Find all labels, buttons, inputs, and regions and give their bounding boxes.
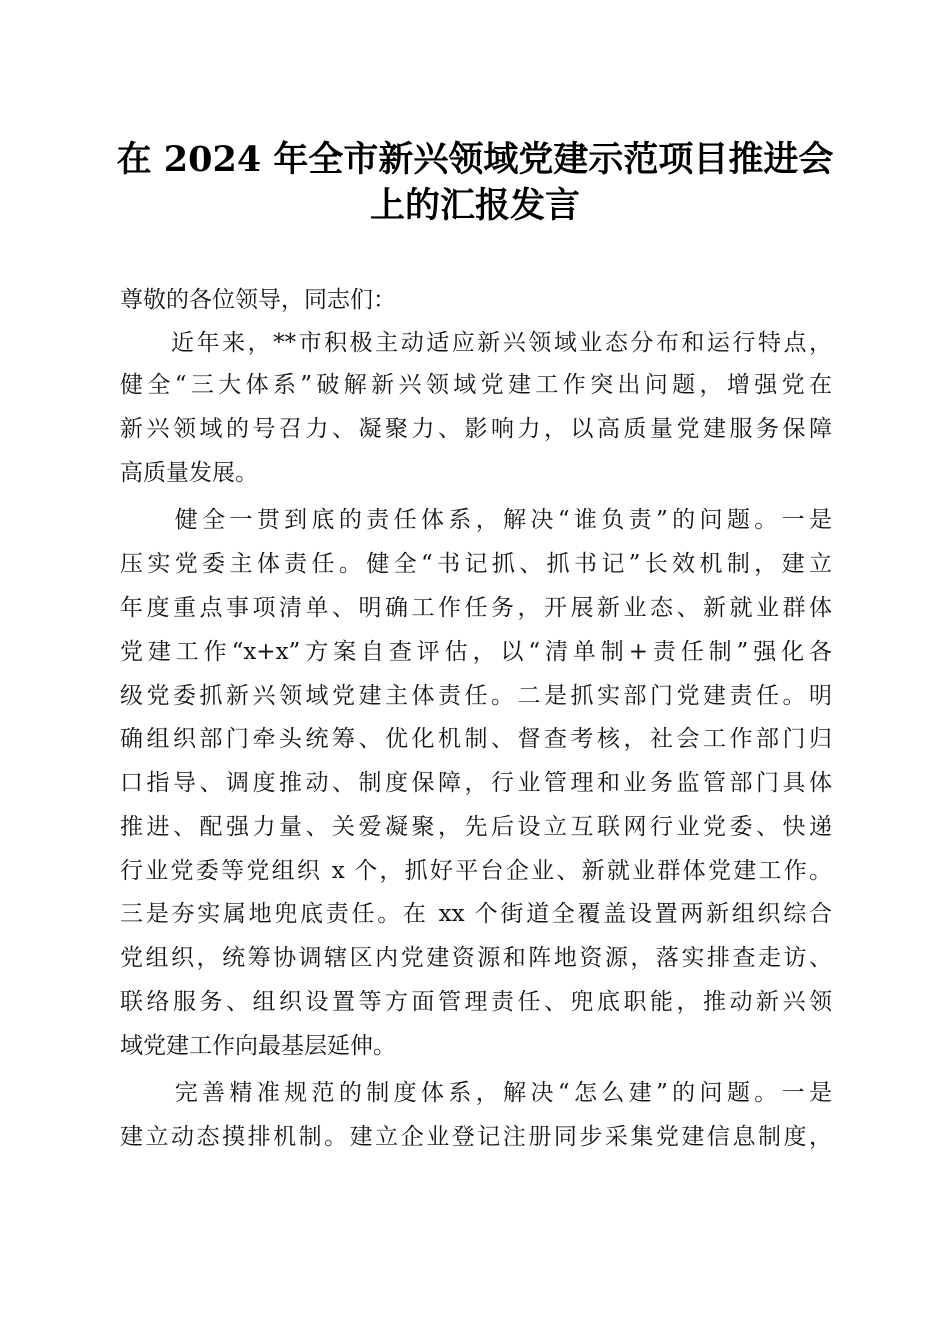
body-line: 确组织部门牵头统筹、优化机制、督查考核，社会工作部门归 — [120, 726, 832, 752]
body-line: 健全一贯到底的责任体系，解决“谁负责”的问题。一是 — [120, 507, 832, 533]
body-line: 联络服务、组织设置等方面管理责任、兜底职能，推动新兴领 — [120, 989, 832, 1015]
body-line: 党建工作“x+x”方案自查评估，以“清单制+责任制”强化各 — [120, 639, 832, 665]
body-line: 健全“三大体系”破解新兴领域党建工作突出问题，增强党在 — [120, 372, 832, 398]
body-line: 压实党委主体责任。健全“书记抓、抓书记”长效机制，建立 — [120, 551, 832, 577]
body-line: 年度重点事项清单、明确工作任务，开展新业态、新就业群体 — [120, 595, 832, 621]
body-line: 高质量发展。 — [120, 460, 258, 486]
body-line: 新兴领域的号召力、凝聚力、影响力，以高质量党建服务保障 — [120, 416, 832, 442]
body-line: 党组织，统筹协调辖区内党建资源和阵地资源，落实排查走访、 — [120, 945, 832, 971]
salutation: 尊敬的各位领导，同志们： — [120, 287, 396, 313]
body-line: 推进、配强力量、关爱凝聚，先后设立互联网行业党委、快递 — [120, 814, 832, 840]
body-line: 建立动态摸排机制。建立企业登记注册同步采集党建信息制度， — [120, 1124, 832, 1150]
body-line: 口指导、调度推动、制度保障，行业管理和业务监管部门具体 — [120, 770, 832, 796]
body-line: 级党委抓新兴领域党建主体责任。二是抓实部门党建责任。明 — [120, 683, 832, 709]
body-line: 域党建工作向最基层延伸。 — [120, 1033, 396, 1059]
document-title-line-2: 上的汇报发言 — [369, 185, 580, 226]
document-title-line-1: 在 2024 年全市新兴领域党建示范项目推进会 — [116, 139, 834, 180]
body-line: 三是夯实属地兜底责任。在 xx 个街道全覆盖设置两新组织综合 — [120, 901, 832, 927]
body-line: 行业党委等党组织 x 个，抓好平台企业、新就业群体党建工作。 — [120, 858, 832, 884]
body-line: 近年来，**市积极主动适应新兴领域业态分布和运行特点， — [120, 330, 832, 356]
body-line: 完善精准规范的制度体系，解决“怎么建”的问题。一是 — [120, 1080, 832, 1106]
